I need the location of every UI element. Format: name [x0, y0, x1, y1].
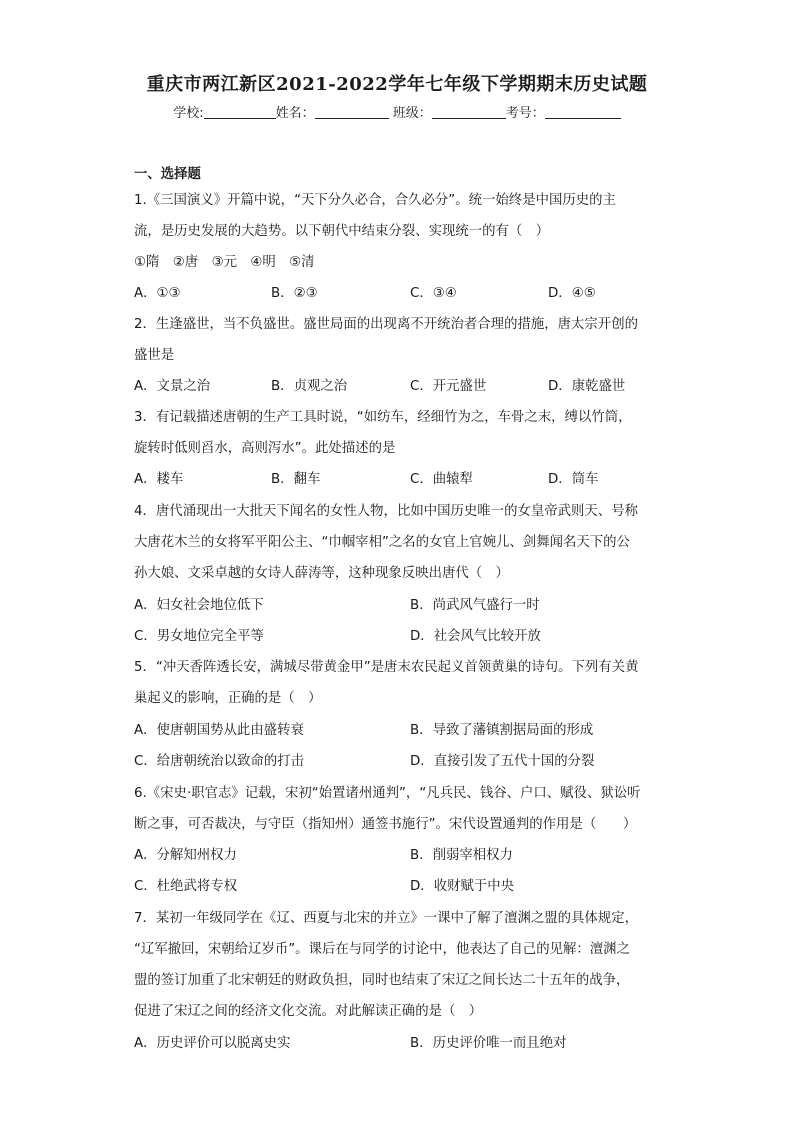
question-1-stem-line: 流，是历史发展的大趋势。以下朝代中结束分裂、实现统一的有（ ） [134, 224, 550, 239]
question-1-option-d[interactable]: D．④⑤ [548, 286, 596, 301]
question-6-option-c[interactable]: C．杜绝武将专权 [134, 879, 238, 894]
question-3-option-a[interactable]: A．耧车 [134, 472, 184, 487]
question-5-option-a[interactable]: A．使唐朝国势从此由盛转衰 [134, 723, 304, 738]
question-4-option-b[interactable]: B．尚武风气盛行一时 [410, 598, 540, 613]
question-4-option-d[interactable]: D．社会风气比较开放 [410, 629, 541, 644]
question-2-option-a[interactable]: A．文景之治 [134, 379, 211, 394]
question-5-stem-line: 5．“冲天香阵透长安，满城尽带黄金甲”是唐末农民起义首领黄巢的诗句。下列有关黄 [134, 660, 639, 675]
question-1-option-c[interactable]: C．③④ [410, 286, 457, 301]
question-2-stem-line: 盛世是 [134, 348, 175, 363]
question-4-stem-line: 大唐花木兰的女将军平阳公主、“巾帼宰相”之名的女官上官婉儿、剑舞闻名天下的公 [134, 535, 630, 550]
question-7-stem-line: 7．某初一年级同学在《辽、西夏与北宋的并立》一课中了解了澶渊之盟的具体规定， [134, 911, 638, 926]
question-3-stem-line: 3．有记载描述唐朝的生产工具时说，“如纺车，经细竹为之，车骨之末，缚以竹筒， [134, 410, 632, 425]
question-5-option-d[interactable]: D．直接引发了五代十国的分裂 [410, 754, 595, 769]
question-1-option-b[interactable]: B．②③ [271, 286, 318, 301]
class-label: 班级： [392, 106, 432, 121]
name-blank[interactable] [315, 106, 389, 119]
question-6-option-d[interactable]: D．收财赋于中央 [410, 879, 515, 894]
exam-number-label: 考号： [505, 106, 545, 121]
question-7-option-a[interactable]: A．历史评价可以脱离史实 [134, 1036, 291, 1051]
question-6-option-a[interactable]: A．分解知州权力 [134, 848, 237, 863]
question-1-stem-line: 1.《三国演义》开篇中说，“天下分久必合，合久必分”。统一始终是中国历史的主 [134, 193, 616, 208]
question-4-stem-line: 4．唐代涌现出一大批天下闻名的女性人物，比如中国历史唯一的女皇帝武则天、号称 [134, 504, 638, 519]
question-5-stem-line: 巢起义的影响，正确的是（ ） [134, 691, 322, 706]
school-label: 学校: [173, 106, 204, 121]
question-6-option-b[interactable]: B．削弱宰相权力 [410, 848, 513, 863]
name-label: 姓名： [275, 106, 315, 121]
question-3-option-b[interactable]: B．翻车 [271, 472, 321, 487]
question-3-option-d[interactable]: D．筒车 [548, 472, 599, 487]
student-info-row [0, 102, 794, 121]
question-6-stem-line: 6.《宋史·职官志》记载，宋初“始置诸州通判”，“凡兵民、钱谷、户口、赋役、狱讼听 [134, 786, 641, 801]
question-7-stem-line: “辽军撤回，宋朝给辽岁币”。课后在与同学的讨论中，他表达了自己的见解：澶渊之 [134, 942, 630, 957]
question-2-option-b[interactable]: B．贞观之治 [271, 379, 348, 394]
question-5-option-c[interactable]: C．给唐朝统治以致命的打击 [134, 754, 305, 769]
question-1-items: ①隋 ②唐 ③元 ④明 ⑤清 [134, 255, 315, 270]
question-2-option-c[interactable]: C．开元盛世 [410, 379, 487, 394]
question-3-stem-line: 旋转时低则舀水，高则泻水”。此处描述的是 [134, 441, 396, 456]
question-4-option-a[interactable]: A．妇女社会地位低下 [134, 598, 264, 613]
question-3-option-c[interactable]: C．曲辕犁 [410, 472, 473, 487]
exam-title: 重庆市两江新区2021-2022学年七年级下学期期末历史试题 [146, 74, 648, 95]
question-2-stem-line: 2．生逢盛世，当不负盛世。盛世局面的出现离不开统治者合理的措施，唐太宗开创的 [134, 317, 638, 332]
exam-number-blank[interactable] [545, 106, 621, 119]
question-1-option-a[interactable]: A．①③ [134, 286, 181, 301]
section-heading: 一、选择题 [134, 167, 201, 182]
question-7-stem-line: 促进了宋辽之间的经济文化交流。对此解读正确的是（ ） [134, 1004, 483, 1019]
class-blank[interactable] [432, 106, 506, 119]
question-7-option-b[interactable]: B．历史评价唯一而且绝对 [410, 1036, 567, 1051]
question-2-option-d[interactable]: D．康乾盛世 [548, 379, 626, 394]
question-4-stem-line: 孙大娘、文采卓越的女诗人薛涛等，这种现象反映出唐代（ ） [134, 566, 509, 581]
question-4-option-c[interactable]: C．男女地位完全平等 [134, 629, 264, 644]
question-7-stem-line: 盟的签订加重了北宋朝廷的财政负担，同时也结束了宋辽之间长达二十五年的战争， [134, 973, 630, 988]
school-blank[interactable] [204, 106, 276, 119]
question-6-stem-line: 断之事，可否裁决，与守臣（指知州）通签书施行”。宋代设置通判的作用是（ ） [134, 817, 637, 832]
question-5-option-b[interactable]: B．导致了藩镇割据局面的形成 [410, 723, 594, 738]
